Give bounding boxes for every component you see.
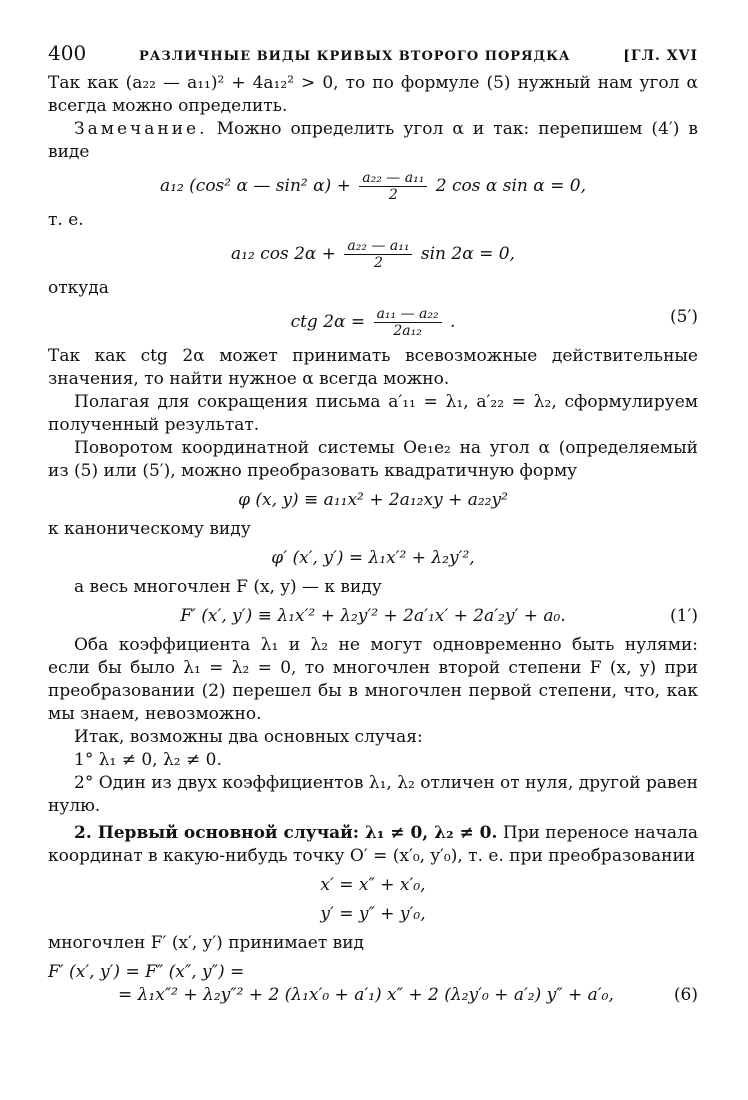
fraction-denominator: 2a₁₂ bbox=[393, 323, 422, 339]
case-2: 2° Один из двух коэффициентов λ₁, λ₂ отличен от нуля, другой равен нулю. bbox=[48, 773, 698, 816]
fraction bbox=[359, 170, 427, 203]
fraction-denominator: 2 bbox=[373, 255, 383, 271]
paragraph-1: Так как (a₂₂ — a₁₁)² + 4a₁₂² > 0, то по формуле (5) нужный нам угол α всегда можно определить. bbox=[48, 73, 698, 116]
formula-quadratic-form-text: φ (x, y) ≡ a₁₁x² + 2a₁₂xy + a₂₂y² bbox=[238, 490, 508, 510]
paragraph-takes-form: многочлен F′ (x′, y′) принимает вид bbox=[48, 933, 365, 953]
formula-double-angle-right: sin 2α = 0, bbox=[415, 244, 515, 264]
formula-1-prime-text: F′ (x′, y′) ≡ λ₁x′² + λ₂y′² + 2a′₁x′ + 2a′₂y′ + a₀. bbox=[180, 606, 566, 626]
formula-6-line-2-text: = λ₁x″² + λ₂y″² + 2 (λ₁x′₀ + a′₁) x″ + 2 (λ₂y′₀ + a′₂) y″ + a′₀, bbox=[118, 985, 614, 1005]
fraction bbox=[374, 306, 442, 339]
paragraph-ctg: Так как ctg 2α может принимать всевозможные действительные значения, то найти нужное α всегда можно. bbox=[48, 346, 698, 389]
fraction-denominator: 2 bbox=[388, 187, 398, 203]
running-title: РАЗЛИЧНЫЕ ВИДЫ КРИВЫХ ВТОРОГО ПОРЯДКА bbox=[138, 49, 571, 64]
formula-translation-y bbox=[48, 903, 698, 926]
equation-number: (6) bbox=[673, 985, 698, 1005]
page-header bbox=[48, 42, 698, 72]
label-whence: откуда bbox=[48, 278, 109, 298]
formula-5-prime-right: . bbox=[444, 312, 456, 332]
equation-number: (5′) bbox=[670, 307, 698, 327]
formula-quadratic-form bbox=[48, 489, 698, 512]
book-page bbox=[48, 42, 698, 1013]
paragraph-first-case bbox=[48, 822, 698, 868]
formula-5-prime bbox=[48, 306, 698, 339]
formula-canonical bbox=[48, 547, 698, 570]
case-1: 1° λ₁ ≠ 0, λ₂ ≠ 0. bbox=[74, 750, 222, 770]
section-text: При переносе начала координат в какую-нибудь точку O′ = (x′₀, y′₀), т. е. при преобразовании bbox=[48, 823, 698, 866]
formula-translation-y-text: y′ = y″ + y′₀, bbox=[320, 904, 426, 924]
remark-text: Можно определить угол α и так: перепишем (4′) в виде bbox=[48, 119, 698, 162]
formula-5-prime-left: ctg 2α = bbox=[290, 312, 371, 332]
paragraph-notation: Полагая для сокращения письма a′₁₁ = λ₁, a′₂₂ = λ₂, сформулируем полученный результат. bbox=[48, 392, 698, 435]
formula-rewrite-left: a₁₂ (cos² α — sin² α) + bbox=[160, 176, 357, 196]
formula-rewrite-right: 2 cos α sin α = 0, bbox=[430, 176, 586, 196]
fraction-numerator: a₁₁ — a₂₂ bbox=[374, 306, 442, 323]
label-canonical: к каноническому виду bbox=[48, 519, 251, 539]
fraction-numerator: a₂₂ — a₁₁ bbox=[344, 238, 412, 255]
paragraph-rotation: Поворотом координатной системы Oe₁e₂ на угол α (определяемый из (5) или (5′), можно преобразовать квадратичную форму bbox=[48, 438, 698, 481]
formula-double-angle bbox=[48, 238, 698, 271]
paragraph-coefficients: Оба коэффициента λ₁ и λ₂ не могут одновременно быть нулями: если бы было λ₁ = λ₂ = 0, то многочлен второй степени F (x, y) при преобразовании (2) перешел бы в многочлен первой степени, что, как мы знаем, невозможно. bbox=[48, 635, 698, 724]
page-number: 400 bbox=[48, 41, 87, 65]
paragraph-two-cases: Итак, возможны два основных случая: bbox=[74, 727, 423, 747]
formula-double-angle-left: a₁₂ cos 2α + bbox=[231, 244, 342, 264]
formula-6-line-2 bbox=[48, 984, 698, 1007]
remark-word: Замечание. bbox=[74, 119, 208, 139]
formula-6-line-1-text: F′ (x′, y′) = F″ (x″, y″) = bbox=[48, 962, 245, 982]
formula-1-prime bbox=[48, 605, 698, 628]
fraction bbox=[344, 238, 412, 271]
section-heading: 2. Первый основной случай: λ₁ ≠ 0, λ₂ ≠ 0. bbox=[74, 823, 498, 843]
formula-rewrite bbox=[48, 170, 698, 203]
formula-translation-x-text: x′ = x″ + x′₀, bbox=[320, 875, 426, 895]
equation-number: (1′) bbox=[670, 606, 698, 626]
label-ie: т. е. bbox=[48, 210, 84, 230]
paragraph-remark bbox=[48, 118, 698, 164]
formula-translation-x bbox=[48, 874, 698, 897]
formula-6-line-1 bbox=[48, 961, 698, 984]
chapter-label: [ГЛ. XVI bbox=[623, 48, 698, 64]
formula-canonical-text: φ′ (x′, y′) = λ₁x′² + λ₂y′², bbox=[271, 548, 475, 568]
paragraph-polynomial: а весь многочлен F (x, y) — к виду bbox=[74, 577, 382, 597]
fraction-numerator: a₂₂ — a₁₁ bbox=[359, 170, 427, 187]
